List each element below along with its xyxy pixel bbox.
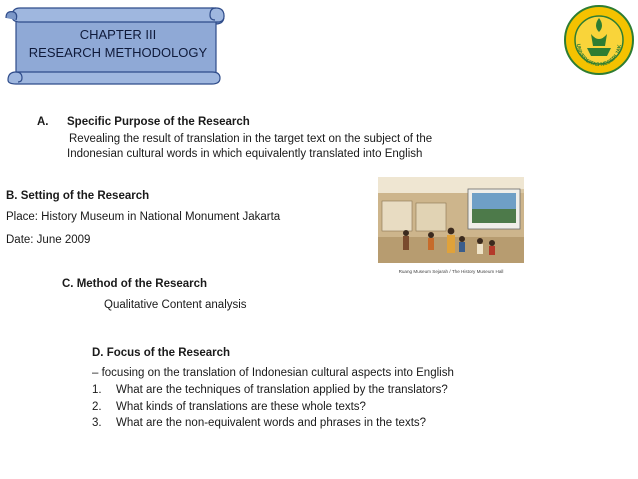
- section-a-body-line1: Revealing the result of translation in the target text on the subject of the: [69, 133, 433, 145]
- section-b-heading: B. Setting of the Research: [6, 190, 150, 202]
- section-c-heading: C. Method of the Research: [62, 278, 208, 290]
- focus-item-text: What kinds of translations are these whole texts?: [116, 401, 366, 413]
- chapter-number: CHAPTER III: [79, 27, 157, 42]
- focus-item-text: What are the techniques of translation applied by the translators?: [116, 384, 448, 396]
- section-b-date: Date: June 2009: [6, 234, 91, 246]
- chapter-name: RESEARCH METHODOLOGY: [28, 45, 208, 60]
- section-d-heading: D. Focus of the Research: [92, 347, 231, 359]
- museum-photo: [376, 175, 526, 279]
- section-b-place: Place: History Museum in National Monument Jakarta: [6, 211, 281, 223]
- photo-caption: Ruang Museum Sejarah / The History Museum Hall: [398, 269, 504, 274]
- focus-item-number: 1.: [92, 384, 102, 396]
- chapter-title: [20, 26, 216, 62]
- section-a-heading: Specific Purpose of the Research: [67, 116, 250, 128]
- section-a-marker: A.: [37, 116, 49, 128]
- university-logo-icon: [563, 4, 635, 76]
- section-c-body: Qualitative Content analysis: [104, 299, 247, 311]
- logo-text: UNIVERSITAS NEGERI JAK: [574, 43, 624, 69]
- section-a-body-line2: Indonesian cultural words in which equivalently translated into English: [67, 148, 423, 160]
- focus-item-number: 2.: [92, 401, 102, 413]
- focus-item-text: What are the non-equivalent words and phrases in the texts?: [116, 417, 427, 429]
- focus-item-number: 3.: [92, 417, 102, 429]
- section-d-intro: – focusing on the translation of Indonesian cultural aspects into English: [92, 367, 454, 379]
